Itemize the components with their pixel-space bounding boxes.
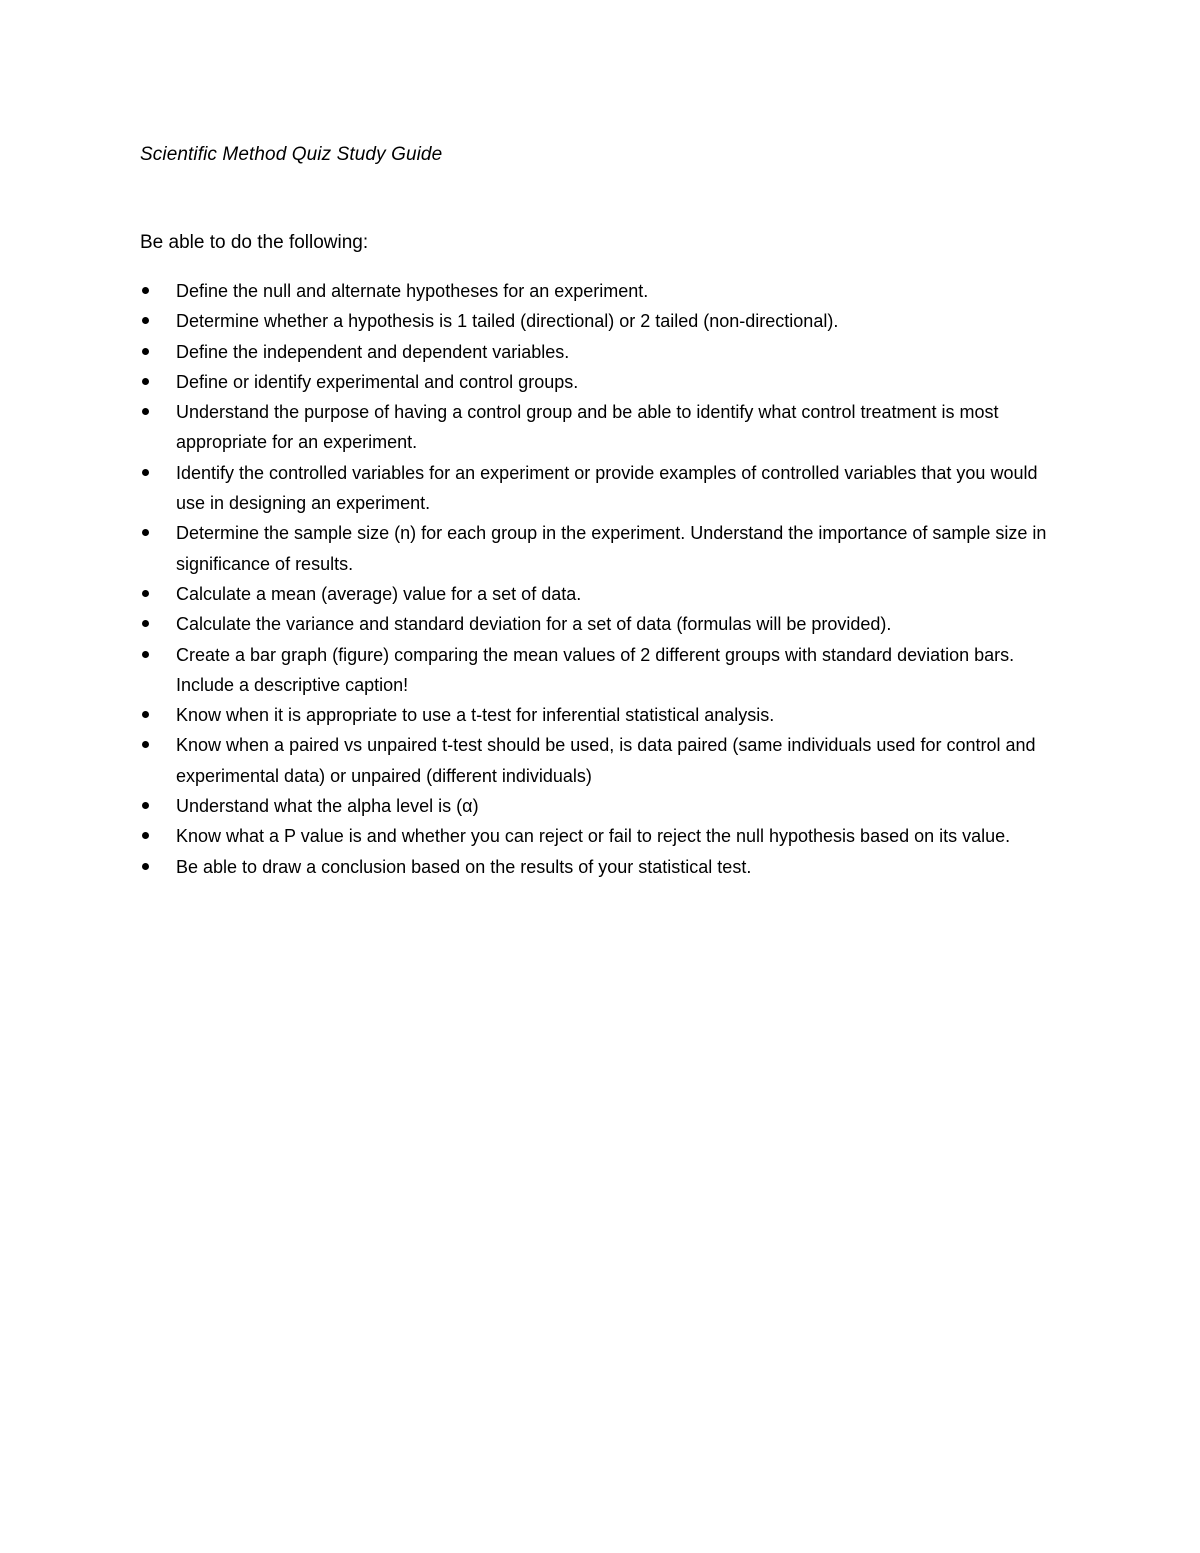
list-item — [140, 852, 1060, 882]
bullet-icon — [142, 348, 149, 355]
bullet-icon — [142, 529, 149, 536]
list-item — [140, 821, 1060, 851]
bullet-icon — [142, 832, 149, 839]
list-item — [140, 791, 1060, 821]
bullet-icon — [142, 378, 149, 385]
list-item — [140, 367, 1060, 397]
list-item-text: Know when it is appropriate to use a t-test for inferential statistical analysis. — [176, 705, 775, 726]
list-item-text: Define the null and alternate hypotheses for an experiment. — [176, 281, 649, 301]
list-item-text: Identify the controlled variables for an experiment or provide examples of controlled variables that you would use in designing an experiment. — [176, 462, 1038, 514]
intro-text: Be able to do the following: — [140, 232, 369, 253]
list-item-text: Be able to draw a conclusion based on the results of your statistical test. — [176, 856, 752, 877]
list-item — [140, 306, 1060, 336]
list-item — [140, 700, 1060, 730]
list-item — [140, 337, 1060, 367]
bullet-icon — [142, 469, 149, 476]
list-item — [140, 579, 1060, 609]
list-item-text: Know when a paired vs unpaired t-test should be used, is data paired (same individuals used for control and experimental data) or unpaired (different individuals) — [176, 735, 1036, 786]
bullet-icon — [142, 620, 149, 627]
bullet-icon — [142, 317, 149, 324]
list-item — [140, 458, 1060, 519]
bullet-icon — [142, 651, 149, 658]
bullet-icon — [142, 741, 149, 748]
bullet-icon — [142, 863, 149, 870]
list-item-text: Understand the purpose of having a control group and be able to identify what control treatment is most appropriate for an experiment. — [176, 402, 999, 453]
list-item — [140, 518, 1060, 579]
list-item-text: Determine whether a hypothesis is 1 tailed (directional) or 2 tailed (non-directional). — [176, 311, 839, 332]
bullet-icon — [142, 408, 149, 415]
list-item — [140, 397, 1060, 458]
list-item — [140, 609, 1060, 639]
list-item — [140, 276, 1060, 306]
list-item-text: Calculate a mean (average) value for a set of data. — [176, 583, 582, 604]
list-item-text: Create a bar graph (figure) comparing the mean values of 2 different groups with standard deviation bars. Include a descriptive caption! — [176, 644, 1015, 695]
bullet-icon — [142, 711, 149, 718]
list-item — [140, 730, 1060, 791]
bullet-icon — [142, 590, 149, 597]
list-item-text: Know what a P value is and whether you can reject or fail to reject the null hypothesis based on its value. — [176, 826, 1011, 847]
document-title: Scientific Method Quiz Study Guide — [140, 144, 443, 165]
bullet-list — [140, 276, 1060, 882]
list-item-text: Determine the sample size (n) for each group in the experiment. Understand the importance of sample size in significance of results. — [176, 523, 1047, 574]
list-item-text: Understand what the alpha level is (α) — [176, 796, 479, 817]
list-item-text: Calculate the variance and standard deviation for a set of data (formulas will be provided). — [176, 614, 892, 635]
list-item-text: Define or identify experimental and control groups. — [176, 371, 579, 392]
bullet-icon — [142, 802, 149, 809]
bullet-icon — [142, 287, 149, 294]
list-item — [140, 640, 1060, 701]
list-item-text: Define the independent and dependent variables. — [176, 341, 570, 362]
